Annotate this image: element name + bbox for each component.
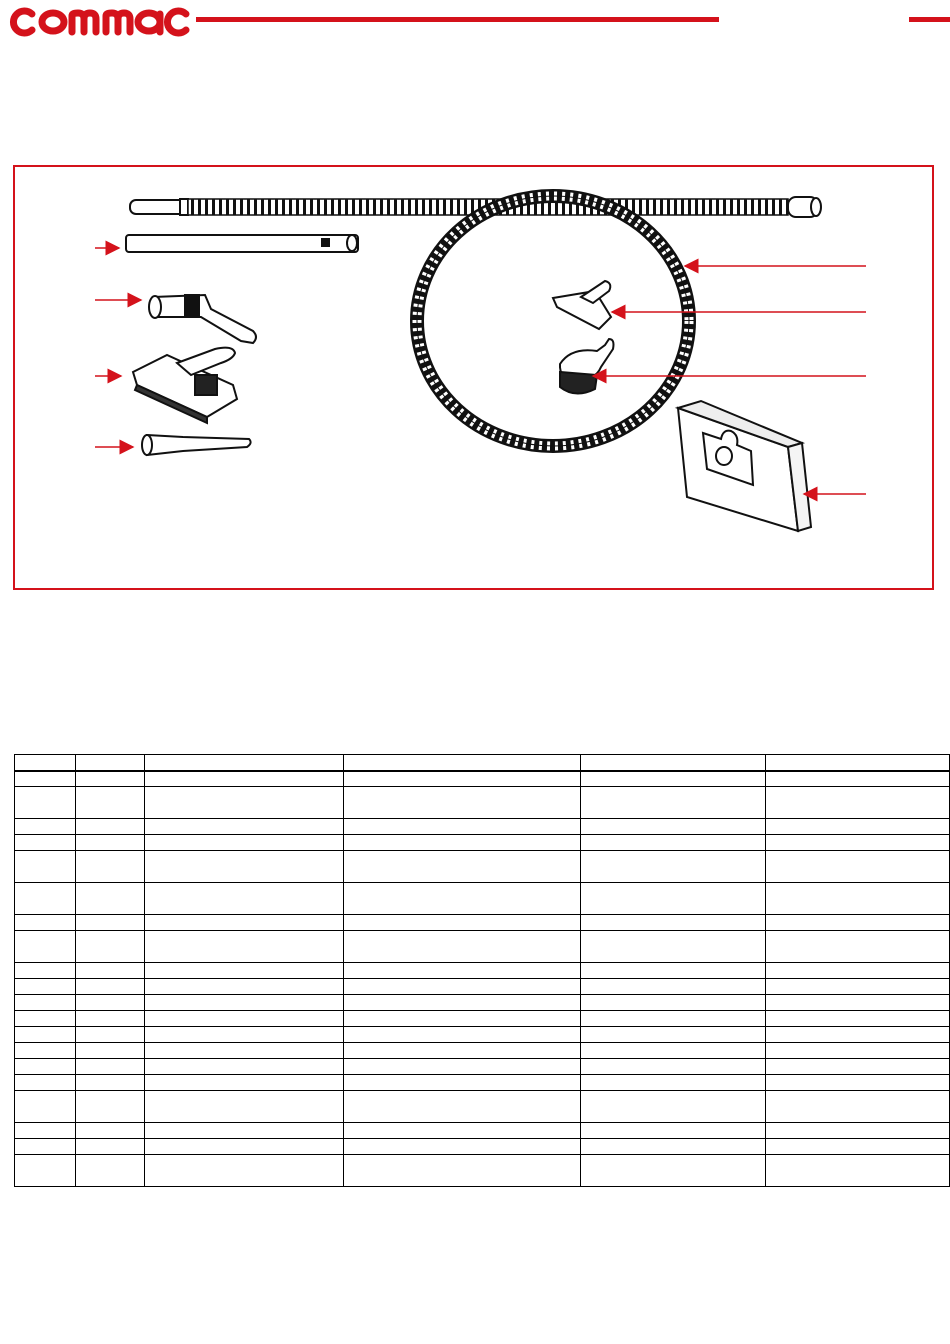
table-cell xyxy=(145,883,344,915)
table-cell xyxy=(344,995,581,1011)
table-cell xyxy=(15,787,76,819)
table-cell xyxy=(766,755,950,771)
table-cell xyxy=(766,1155,950,1187)
table-cell xyxy=(344,883,581,915)
header-rule xyxy=(196,17,719,22)
table-cell xyxy=(76,1155,145,1187)
table-cell xyxy=(76,931,145,963)
accessory-illustration xyxy=(15,167,932,588)
table-cell xyxy=(15,1059,76,1075)
table-cell xyxy=(766,1075,950,1091)
table-row xyxy=(15,1139,950,1155)
table-cell xyxy=(766,931,950,963)
table-row xyxy=(15,1043,950,1059)
table-cell xyxy=(581,963,766,979)
table-cell xyxy=(145,771,344,787)
table-cell xyxy=(145,819,344,835)
table-cell xyxy=(344,979,581,995)
table-cell xyxy=(581,883,766,915)
table-row xyxy=(15,787,950,819)
upholstery-nozzle xyxy=(553,281,611,329)
table-cell xyxy=(766,995,950,1011)
table-cell xyxy=(581,1139,766,1155)
table-row xyxy=(15,1059,950,1075)
table-row xyxy=(15,1123,950,1139)
table-cell xyxy=(15,931,76,963)
table-cell xyxy=(581,979,766,995)
table-cell xyxy=(76,1139,145,1155)
table-cell xyxy=(581,1075,766,1091)
table-cell xyxy=(76,819,145,835)
table-cell xyxy=(15,835,76,851)
table-cell xyxy=(15,915,76,931)
extension-tube xyxy=(126,235,358,252)
table-cell xyxy=(15,771,76,787)
table-cell xyxy=(145,835,344,851)
table-cell xyxy=(766,771,950,787)
table-cell xyxy=(581,1059,766,1075)
table-cell xyxy=(581,1027,766,1043)
table-cell xyxy=(145,1027,344,1043)
crevice-tool xyxy=(142,435,251,455)
table-row xyxy=(15,1011,950,1027)
table-row xyxy=(15,979,950,995)
table-cell xyxy=(145,1075,344,1091)
table-cell xyxy=(145,1059,344,1075)
table-cell xyxy=(581,755,766,771)
table-cell xyxy=(15,1123,76,1139)
table-cell xyxy=(15,963,76,979)
table-cell xyxy=(581,787,766,819)
table-cell xyxy=(766,883,950,915)
table-row xyxy=(15,819,950,835)
table-cell xyxy=(15,1043,76,1059)
table-cell xyxy=(15,1027,76,1043)
table-cell xyxy=(15,1139,76,1155)
table-cell xyxy=(76,1059,145,1075)
table-cell xyxy=(344,1011,581,1027)
table-cell xyxy=(76,995,145,1011)
table-row xyxy=(15,931,950,963)
table-cell xyxy=(344,755,581,771)
table-cell xyxy=(766,979,950,995)
table-row xyxy=(15,1155,950,1187)
table-cell xyxy=(766,1027,950,1043)
table-cell xyxy=(581,1155,766,1187)
table-cell xyxy=(76,1123,145,1139)
table-cell xyxy=(145,1011,344,1027)
table-cell xyxy=(344,931,581,963)
table-cell xyxy=(15,1011,76,1027)
table-cell xyxy=(76,963,145,979)
table-cell xyxy=(344,1027,581,1043)
table-cell xyxy=(76,1011,145,1027)
table-cell xyxy=(581,915,766,931)
table-cell xyxy=(145,851,344,883)
floor-nozzle xyxy=(133,348,237,423)
table-cell xyxy=(15,995,76,1011)
table-cell xyxy=(145,963,344,979)
table-cell xyxy=(581,995,766,1011)
table-cell xyxy=(15,883,76,915)
paper-filter-bag xyxy=(678,401,811,531)
table-cell xyxy=(766,787,950,819)
table-cell xyxy=(15,979,76,995)
table-cell xyxy=(344,1059,581,1075)
table-cell xyxy=(344,1091,581,1123)
table-cell xyxy=(145,1043,344,1059)
table-cell xyxy=(581,771,766,787)
table-cell xyxy=(344,835,581,851)
table-cell xyxy=(145,787,344,819)
table-cell xyxy=(15,1091,76,1123)
table-cell xyxy=(76,771,145,787)
table-cell xyxy=(145,995,344,1011)
table-cell xyxy=(76,883,145,915)
table-cell xyxy=(766,835,950,851)
table-cell xyxy=(344,1155,581,1187)
table-row xyxy=(15,835,950,851)
table-cell xyxy=(344,915,581,931)
table-row xyxy=(15,1075,950,1091)
table-cell xyxy=(581,835,766,851)
table-cell xyxy=(766,963,950,979)
table-row xyxy=(15,1091,950,1123)
table-cell xyxy=(344,819,581,835)
table-row xyxy=(15,915,950,931)
table-row xyxy=(15,851,950,883)
table-cell xyxy=(766,1123,950,1139)
table-cell xyxy=(581,851,766,883)
table-cell xyxy=(344,1123,581,1139)
table-cell xyxy=(766,1091,950,1123)
table-cell xyxy=(76,1027,145,1043)
table-cell xyxy=(145,1139,344,1155)
table-cell xyxy=(76,835,145,851)
table-cell xyxy=(766,1139,950,1155)
table-cell xyxy=(581,1123,766,1139)
table-cell xyxy=(15,819,76,835)
table-cell xyxy=(344,771,581,787)
accessory-figure xyxy=(13,165,934,590)
table-cell xyxy=(145,1123,344,1139)
table-row xyxy=(15,995,950,1011)
table-cell xyxy=(766,1011,950,1027)
table-cell xyxy=(76,1091,145,1123)
table-cell xyxy=(76,915,145,931)
table-cell xyxy=(76,1075,145,1091)
table-cell xyxy=(581,931,766,963)
table-header-row xyxy=(15,755,950,771)
table-cell xyxy=(76,755,145,771)
table-cell xyxy=(344,851,581,883)
table-cell xyxy=(766,851,950,883)
table-cell xyxy=(344,787,581,819)
table-cell xyxy=(766,1043,950,1059)
table-cell xyxy=(581,1043,766,1059)
table-cell xyxy=(344,1043,581,1059)
comac-logo xyxy=(6,0,191,40)
table-cell xyxy=(15,851,76,883)
table-cell xyxy=(145,931,344,963)
table-cell xyxy=(145,755,344,771)
table-cell xyxy=(344,1139,581,1155)
table-row xyxy=(15,1027,950,1043)
table-cell xyxy=(15,755,76,771)
table-row xyxy=(15,883,950,915)
table-cell xyxy=(145,979,344,995)
table-cell xyxy=(15,1075,76,1091)
table-cell xyxy=(766,1059,950,1075)
table-cell xyxy=(145,1091,344,1123)
table-cell xyxy=(766,819,950,835)
table-cell xyxy=(581,1011,766,1027)
table-cell xyxy=(76,1043,145,1059)
page-header xyxy=(0,0,950,45)
parts-table xyxy=(14,754,950,1187)
table-row xyxy=(15,963,950,979)
table-cell xyxy=(145,1155,344,1187)
table-cell xyxy=(76,851,145,883)
table-cell xyxy=(15,1155,76,1187)
table-row xyxy=(15,771,950,787)
table-cell xyxy=(76,979,145,995)
table-cell xyxy=(766,915,950,931)
dusting-brush xyxy=(560,339,614,394)
table-cell xyxy=(344,1075,581,1091)
table-cell xyxy=(344,963,581,979)
table-cell xyxy=(581,819,766,835)
header-rule-end xyxy=(909,17,950,22)
curved-wand xyxy=(149,295,256,343)
table-cell xyxy=(76,787,145,819)
table-cell xyxy=(581,1091,766,1123)
table-cell xyxy=(145,915,344,931)
